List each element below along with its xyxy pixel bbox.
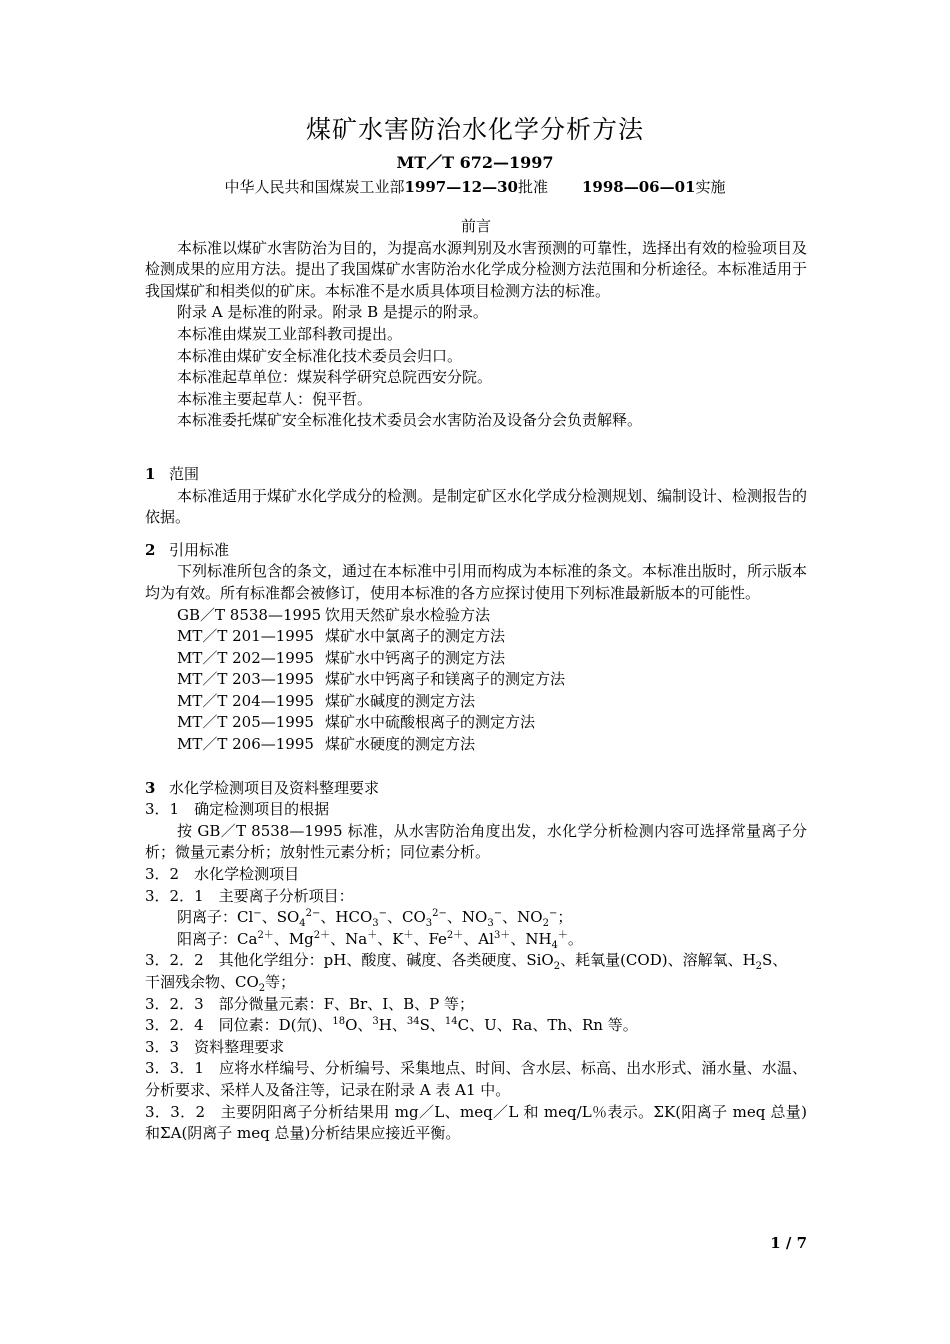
section-3-2-2: 3．2．2 其他化学组分：pH、酸度、碱度、各类硬度、SiO$_2$、耗氧量(COD)、溶解氧、$H_2S$、 <box>145 951 788 973</box>
section-3-2-heading: 3．2 水化学检测项目 <box>145 865 300 884</box>
section-3-1-heading: 3．1 确定检测项目的根据 <box>145 800 330 819</box>
section-1-paragraph: 本标准适用于煤矿水化学成分的检测。是制定矿区水化学成分检测规划、编制设计、检测报告的依据。 <box>145 486 808 527</box>
reference-item: GB／T 8538—1995 饮用天然矿泉水检验方法 <box>177 605 491 624</box>
foreword-line: 本标准由煤炭工业部科教司提出。 <box>177 324 403 343</box>
anion-list: 阴离子：Cl−、$SO_4^{2-}$、$HCO_3^-$、$CO_3^{2-}$、$NO_3^-$、$NO_2^-$； <box>177 908 573 930</box>
section-3-2-4: 3．2．4 同位素：D(氘)、$^{18}$O、$^3$H、$^{34}$S、$^{14}$C、U、Ra、Th、Rn 等。 <box>145 1016 638 1035</box>
foreword-line: 本标准委托煤矿安全标准化技术委员会水害防治及设备分会负责解释。 <box>177 411 643 430</box>
section-3-3-heading: 3．3 资料整理要求 <box>145 1037 285 1056</box>
section-3-3-2: 3．3．2 主要阴阳离子分析结果用 mg／L、meq／L 和 meq/L％表示。ΣK(阳离子 meq 总量)和ΣA(阴离子 meq 总量)分析结果应接近平衡。 <box>145 1102 807 1143</box>
reference-item: MT／T 202—1995 煤矿水中钙离子的测定方法 <box>177 648 506 667</box>
cation-list: 阳离子：$Ca^{2+}$、$Mg^{2+}$、Na＋、K＋、$Fe^{2+}$、$Al^{3+}$、$NH_4^+$。 <box>177 929 583 951</box>
foreword-heading: 前言 <box>460 217 491 235</box>
reference-item: MT／T 205—1995 煤矿水中硫酸根离子的测定方法 <box>177 713 536 732</box>
page-number: 1 / 7 <box>770 1234 807 1252</box>
reference-item: MT／T 206—1995 煤矿水硬度的测定方法 <box>177 735 476 754</box>
approval-line <box>0 176 950 197</box>
reference-item: MT／T 201—1995 煤矿水中氯离子的测定方法 <box>177 627 506 646</box>
approval-text: 批准 <box>517 178 548 196</box>
document-body <box>145 216 807 1145</box>
section-2-paragraph: 下列标准所包含的条文，通过在本标准中引用而构成为本标准的条文。本标准出版时，所示版本均为有效。所有标准都会被修订，使用本标准的各方应探讨使用下列标准最新版本的可能性。 <box>145 562 808 602</box>
reference-item: MT／T 203—1995 煤矿水中钙离子和镁离子的测定方法 <box>177 670 566 689</box>
foreword-line: 本标准主要起草人：倪平哲。 <box>177 389 373 408</box>
foreword-paragraph: 本标准以煤矿水害防治为目的，为提高水源判别及水害预测的可靠性，选择出有效的检验项目及检测成果的应用方法。提出了我国煤矿水害防治水化学成分检测方法范围和分析途径。本标准适用于我国煤矿和相类似的矿床。本标准不是水质具体项目检测方法的标准。 <box>145 238 808 300</box>
foreword-line: 本标准由煤矿安全标准化技术委员会归口。 <box>177 346 463 365</box>
standard-code: MT／T 672—1997 <box>396 153 554 172</box>
approval-date: 1997—12—30 <box>404 178 518 196</box>
approval-org: 中华人民共和国煤炭工业部 <box>224 178 405 196</box>
foreword-line: 附录 A 是标准的附录。附录 B 是提示的附录。 <box>177 303 488 322</box>
section-3-2-1-heading: 3．2．1 主要离子分析项目： <box>145 886 354 905</box>
implementation-text: 实施 <box>695 178 726 196</box>
reference-item: MT／T 204—1995 煤矿水碱度的测定方法 <box>177 691 476 710</box>
section-3-3-1: 3．3．1 应将水样编号、分析编号、采集地点、时间、含水层、标高、出水形式、涌水量、水温、分析要求、采样人及备注等，记录在附录 A 表 A1 中。 <box>145 1059 807 1099</box>
section-3-1-paragraph: 按 GB／T 8538—1995 标准，从水害防治角度出发，水化学分析检测内容可选择常量离子分析；微量元素分析；放射性元素分析；同位素分析。 <box>145 821 807 862</box>
section-2-heading: 2 引用标准 <box>145 540 230 559</box>
implementation-date: 1998—06—01 <box>582 178 696 196</box>
section-3-heading: 3 水化学检测项目及资料整理要求 <box>145 778 380 797</box>
section-1-heading: 1 范围 <box>145 464 200 483</box>
foreword-line: 本标准起草单位：煤炭科学研究总院西安分院。 <box>177 368 493 387</box>
section-3-2-3: 3．2．3 部分微量元素：F、Br、I、B、P 等； <box>145 994 475 1013</box>
document-title: 煤矿水害防治水化学分析方法 <box>305 115 644 144</box>
section-3-2-2-cont: 干涸残余物、$CO_2$等； <box>145 973 296 994</box>
